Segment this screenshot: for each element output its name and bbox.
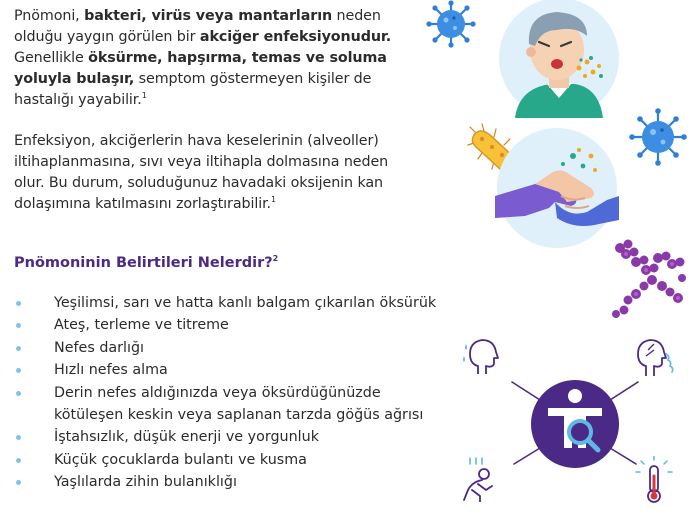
intro-bold: akciğer enfeksiyonudur. [199, 29, 392, 45]
intro-text: olduğu yaygın görülen bir [14, 29, 200, 45]
text-column [14, 6, 474, 215]
thermometer-icon [634, 456, 674, 504]
infection-text: olur. Bu durum, soluduğunuz havadaki oksijenin kan [14, 175, 383, 191]
intro-bold: yoluyla bulaşır, [14, 71, 135, 87]
list-item-continuation: kötüleşen keskin veya saplanan tarzda göğüs ağrısı [54, 407, 424, 424]
symptoms-heading [14, 254, 278, 271]
intro-text: Pnömoni, [14, 8, 85, 24]
virus-icon [423, 0, 479, 48]
reference-mark: 2 [272, 254, 279, 263]
breathing-head-icon [632, 334, 678, 380]
list-item: İştahsızlık, düşük enerji ve yorgunluk [14, 426, 436, 448]
fungus-spores-icon [606, 238, 690, 320]
intro-text: neden [332, 8, 381, 24]
intro-bold: bakteri, virüs veya mantarların [84, 8, 333, 24]
infection-paragraph [14, 131, 474, 215]
sweating-head-icon [460, 334, 502, 376]
intro-text: Genellikle [14, 50, 89, 66]
coughing-figure-icon [458, 456, 498, 502]
intro-bold: öksürme, hapşırma, temas ve soluma [88, 50, 387, 66]
symptoms-heading-text: Pnömoninin Belirtileri Nelerdir? [14, 254, 273, 271]
infection-text: Enfeksiyon, akciğerlerin hava keselerinin (alveoller) [14, 133, 379, 149]
reference-mark: 1 [271, 195, 276, 205]
list-item: Küçük çocuklarda bulantı ve kusma [14, 449, 436, 471]
infection-text: dolaşımına katılmasını zorlaştırabilir. [14, 196, 271, 212]
virus-icon [628, 108, 688, 166]
intro-text: hastalığı yayabilir. [14, 92, 142, 108]
coughing-person-icon [495, 0, 623, 122]
reference-mark: 1 [141, 91, 147, 101]
handshake-icon [495, 126, 619, 250]
list-item: Derin nefes aldığınızda veya öksürdüğünüzde [14, 382, 436, 404]
intro-paragraph [14, 6, 474, 111]
symptom-list [14, 292, 436, 494]
infection-text: iltihaplanmasına, sıvı veya iltihapla dolmasına neden [14, 154, 389, 170]
list-item: Yeşilimsi, sarı ve hatta kanlı balgam çıkarılan öksürük [14, 292, 436, 314]
list-item: Nefes darlığı [14, 337, 436, 359]
intro-text: semptom göstermeyen kişiler de [134, 71, 372, 87]
list-item: Yaşlılarda zihin bulanıklığı [14, 471, 436, 493]
list-item: Hızlı nefes alma [14, 359, 436, 381]
list-item: Ateş, terleme ve titreme [14, 314, 436, 336]
